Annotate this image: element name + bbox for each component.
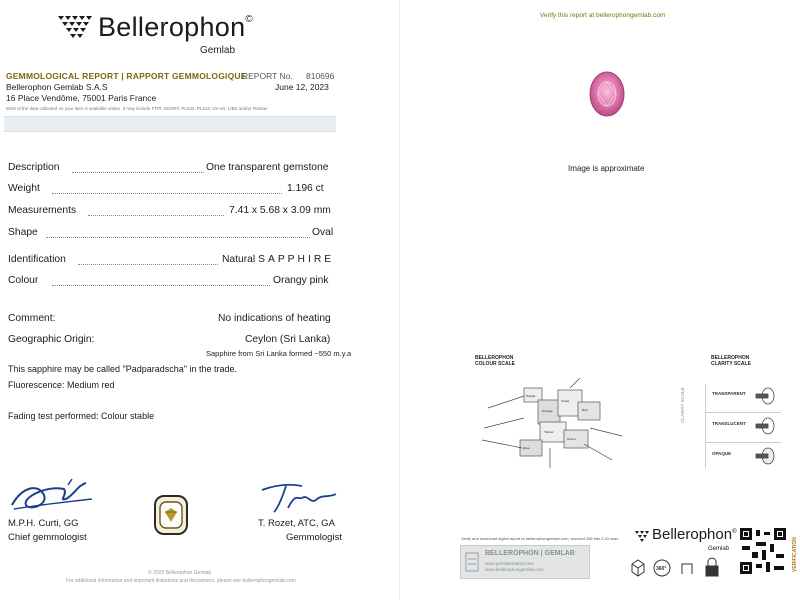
- lab-seal-icon: [153, 494, 189, 536]
- weight-value: 1.196 ct: [287, 183, 324, 194]
- qr-code[interactable]: [740, 528, 786, 574]
- clarity-cylinders-icon: [754, 386, 782, 466]
- clarity-transparent: TRANSPARENT: [712, 391, 746, 396]
- legal-note: For additional information and important limitations and disclaimers, please see bellerophongemlab.com: [66, 578, 296, 584]
- image-caption: Image is approximate: [568, 164, 645, 173]
- comment-value: No indications of heating: [218, 313, 331, 324]
- comment-label: Comment:: [8, 313, 56, 324]
- brand-subtitle: Gemlab: [200, 45, 236, 56]
- colour-scale-title: BELLEROPHON COLOUR SCALE: [475, 355, 515, 367]
- trade-note: This sapphire may be called "Padparadscha" in the trade.: [8, 364, 238, 374]
- bellerophon-footer-logo-icon: [635, 531, 651, 543]
- weight-label: Weight: [8, 183, 40, 194]
- clarity-side-label: CLARITY SCALE: [680, 387, 685, 423]
- company-address: 16 Place Vendôme, 75001 Paris France: [6, 93, 157, 103]
- company-name: Bellerophon Gemlab S.A.S: [6, 82, 108, 92]
- dot-leader: [52, 193, 282, 194]
- hologram-url-2: www.bellerophongemlab.com: [485, 567, 544, 572]
- badge-360-icon: 360°: [656, 566, 667, 572]
- clarity-scale-title: BELLEROPHON CLARITY SCALE: [711, 355, 751, 367]
- origin-label: Geographic Origin:: [8, 334, 95, 345]
- description-value: One transparent gemstone: [206, 162, 329, 173]
- identification-label: Identification: [8, 254, 66, 265]
- digital-report-note: Verify and download digital report at bellerophongemlab.com, secured 256 bits 2.33 scan: [461, 536, 619, 541]
- origin-note: Sapphire from Sri Lanka formed ~550 m.y.a: [206, 349, 352, 358]
- brand-title: Bellerophon©: [98, 12, 254, 42]
- signature-name-2: T. Rozet, ATC, GA: [258, 518, 335, 529]
- colour-box-label: Purple: [526, 394, 536, 398]
- shape-label: Shape: [8, 227, 38, 238]
- dot-leader: [72, 172, 204, 173]
- bellerophon-logo-icon: [58, 16, 94, 42]
- fading-note: Fading test performed: Colour stable: [8, 411, 155, 421]
- colour-box-label: Green: [567, 437, 576, 441]
- report-band: [4, 116, 336, 132]
- dot-leader: [46, 237, 310, 238]
- data-note: Most of the data collected on your item is available online. It may include FTIR, EDXRF, PL532, PL313, UV-vis, LIBS and/or Raman: [6, 106, 268, 111]
- colour-box-label: Yellow: [544, 430, 554, 434]
- colour-box-label: Orange: [542, 409, 553, 413]
- dot-leader: [52, 285, 270, 286]
- measurements-value: 7.41 x 5.68 x 3.09 mm: [229, 205, 331, 216]
- verify-link[interactable]: Verify this report at bellerophongemlab.com: [540, 12, 666, 19]
- dot-leader: [88, 215, 224, 216]
- signature-role-1: Chief gemmologist: [8, 532, 87, 543]
- shape-value: Oval: [312, 227, 334, 238]
- clarity-opaque: OPAQUE: [712, 451, 732, 456]
- gemstone-image: [587, 68, 627, 120]
- copyright: © 2023 Bellerophon Gemlab: [148, 570, 212, 576]
- signature-role-2: Gemmologist: [286, 532, 342, 543]
- colour-box-label: Violet: [561, 399, 570, 403]
- signature-curti: [8, 475, 100, 517]
- report-date: June 12, 2023: [275, 82, 329, 92]
- identification-value: Natural SAPPHIRE: [222, 254, 335, 265]
- colour-box-label: Red: [582, 408, 588, 412]
- hologram-title: BELLEROPHON | GEMLAB: [485, 550, 575, 557]
- colour-scale-diagram: [480, 378, 640, 470]
- footer-gemlab: Gemlab: [708, 546, 730, 552]
- signature-rozet: [258, 478, 340, 518]
- signature-name-1: M.P.H. Curti, GG: [8, 518, 79, 529]
- measurements-label: Measurements: [8, 205, 77, 216]
- report-number-label: REPORT No.: [242, 71, 293, 81]
- report-page-right: [400, 0, 800, 600]
- footer-brand: Bellerophon®: [652, 526, 737, 543]
- fluorescence-note: Fluorescence: Medium red: [8, 380, 115, 390]
- description-label: Description: [8, 162, 60, 173]
- dot-leader: [78, 264, 218, 265]
- report-title: GEMMOLOGICAL REPORT | RAPPORT GEMMOLOGIQUE: [6, 71, 247, 81]
- report-number: 810696: [306, 71, 335, 81]
- colour-value: Orangy pink: [273, 275, 329, 286]
- security-icons-row: [628, 556, 728, 580]
- clarity-scale-box: [705, 384, 781, 468]
- hologram-sticker: [460, 545, 590, 579]
- registered-mark: ©: [245, 14, 254, 25]
- origin-value: Ceylon (Sri Lanka): [245, 334, 331, 345]
- hologram-url-1: www.gemlaboratory.com: [485, 561, 534, 566]
- verification-side-label: VERIFICATION: [792, 537, 798, 572]
- colour-box-label: Blue: [523, 446, 530, 450]
- clarity-translucent: TRANSLUCENT: [712, 421, 746, 426]
- hologram-mark-icon: [465, 552, 479, 572]
- colour-label: Colour: [8, 275, 39, 286]
